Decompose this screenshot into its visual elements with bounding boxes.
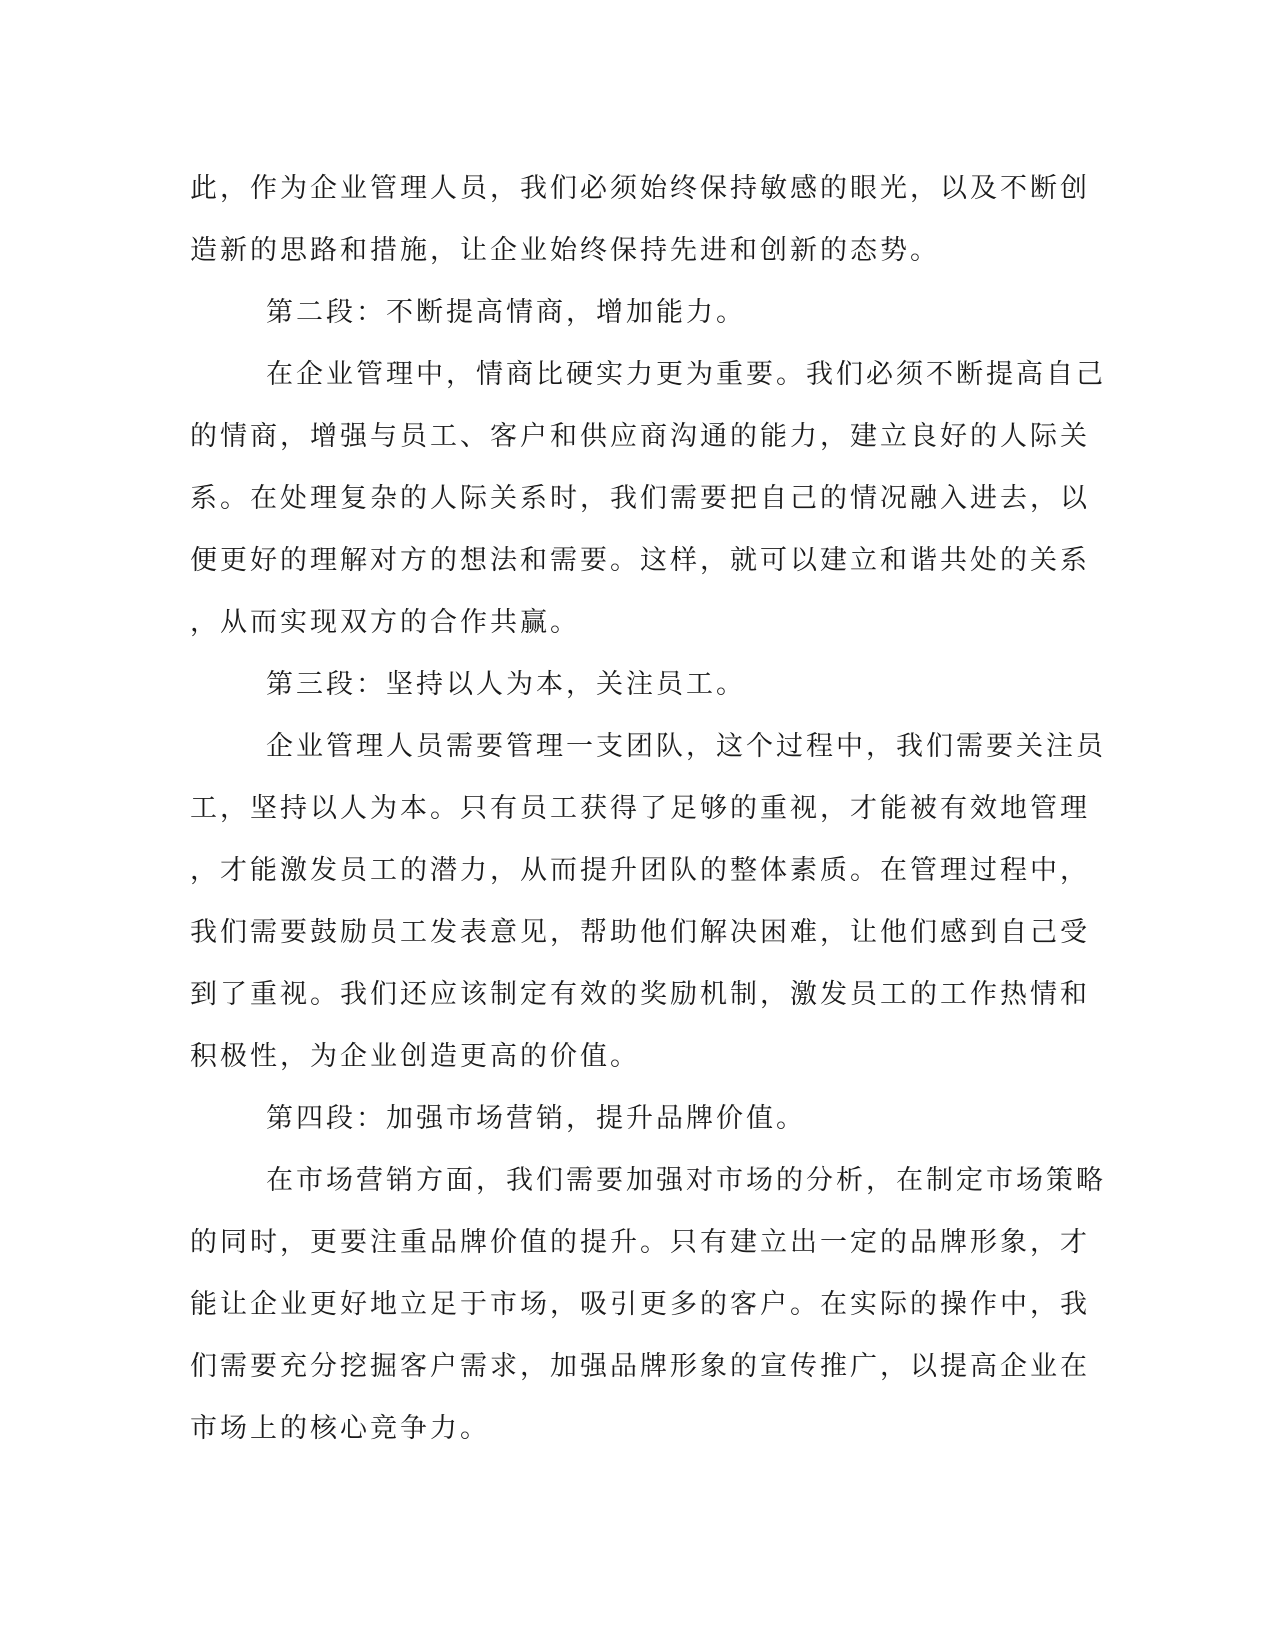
- text-line: 便更好的理解对方的想法和需要。这样，就可以建立和谐共处的关系: [190, 545, 1090, 576]
- text-line: 在企业管理中，情商比硬实力更为重要。我们必须不断提高自己: [266, 359, 1106, 390]
- text-line: 积极性，为企业创造更高的价值。: [190, 1041, 640, 1072]
- section-heading-3: 第三段：坚持以人为本，关注员工。: [266, 669, 746, 700]
- text-line: 此，作为企业管理人员，我们必须始终保持敏感的眼光，以及不断创: [190, 173, 1090, 204]
- text-line: 们需要充分挖掘客户需求，加强品牌形象的宣传推广，以提高企业在: [190, 1351, 1090, 1382]
- text-line: ，从而实现双方的合作共赢。: [190, 607, 580, 638]
- section-heading-4: 第四段：加强市场营销，提升品牌价值。: [266, 1103, 806, 1134]
- text-line: 的同时，更要注重品牌价值的提升。只有建立出一定的品牌形象，才: [190, 1227, 1090, 1258]
- text-line: 能让企业更好地立足于市场，吸引更多的客户。在实际的操作中，我: [190, 1289, 1090, 1320]
- text-line: 市场上的核心竞争力。: [190, 1413, 490, 1444]
- text-line: ，才能激发员工的潜力，从而提升团队的整体素质。在管理过程中，: [190, 855, 1090, 886]
- text-line: 的情商，增强与员工、客户和供应商沟通的能力，建立良好的人际关: [190, 421, 1090, 452]
- text-line: 工，坚持以人为本。只有员工获得了足够的重视，才能被有效地管理: [190, 793, 1090, 824]
- text-line: 造新的思路和措施，让企业始终保持先进和创新的态势。: [190, 235, 940, 266]
- text-line: 企业管理人员需要管理一支团队，这个过程中，我们需要关注员: [266, 731, 1106, 762]
- text-line: 我们需要鼓励员工发表意见，帮助他们解决困难，让他们感到自己受: [190, 917, 1090, 948]
- text-line: 到了重视。我们还应该制定有效的奖励机制，激发员工的工作热情和: [190, 979, 1090, 1010]
- text-line: 系。在处理复杂的人际关系时，我们需要把自己的情况融入进去，以: [190, 483, 1090, 514]
- text-line: 在市场营销方面，我们需要加强对市场的分析，在制定市场策略: [266, 1165, 1106, 1196]
- document-body: [190, 158, 1106, 1460]
- section-heading-2: 第二段：不断提高情商，增加能力。: [266, 297, 746, 328]
